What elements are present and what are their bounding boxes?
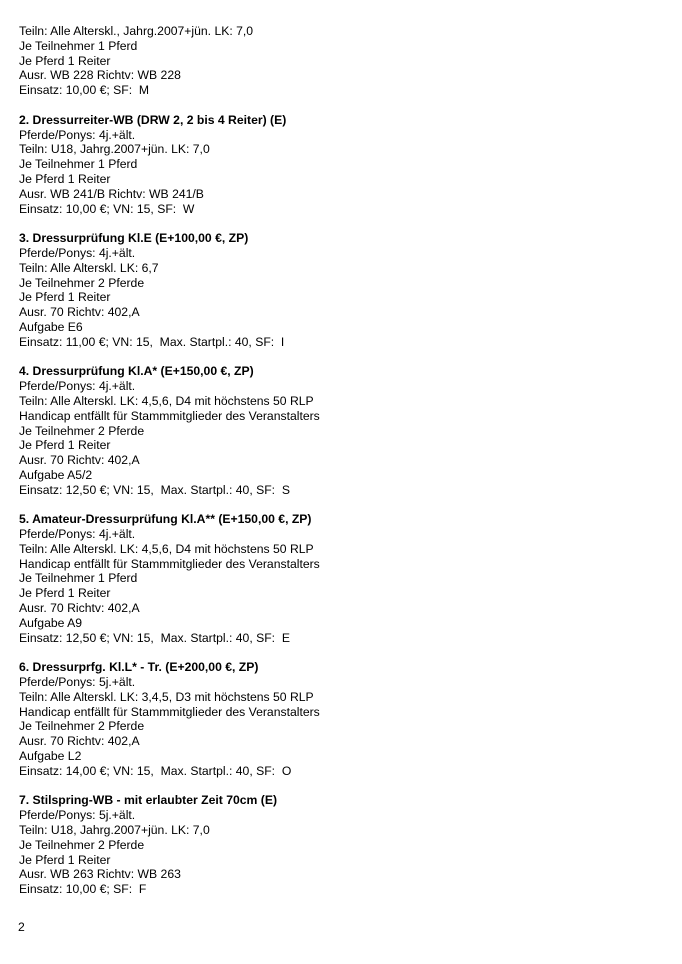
competition-line: Je Teilnehmer 2 Pferde	[19, 275, 145, 290]
competition-line: Handicap entfällt für Stammmitglieder des Veranstalters	[19, 704, 320, 719]
competition-6	[19, 660, 659, 778]
competition-5	[19, 512, 659, 645]
competition-3	[19, 231, 659, 349]
intro-line: Teiln: Alle Alterskl., Jahrg.2007+jün. LK: 7,0	[19, 24, 254, 38]
competition-2	[19, 113, 659, 217]
competition-line: Ausr. WB 263 Richtv: WB 263	[19, 867, 181, 882]
competition-line: Teiln: U18, Jahrg.2007+jün. LK: 7,0	[19, 142, 210, 157]
competition-line: Je Teilnehmer 2 Pferde	[19, 719, 145, 734]
intro-line: Je Pferd 1 Reiter	[19, 53, 111, 68]
competition-line: Pferde/Ponys: 4j.+ält.	[19, 127, 136, 142]
competition-line: Einsatz: 10,00 €; SF: F	[19, 882, 147, 897]
competition-line: Aufgabe A5/2	[19, 467, 93, 482]
competition-line: Aufgabe A9	[19, 615, 83, 630]
competition-line: Ausr. 70 Richtv: 402,A	[19, 601, 140, 616]
competition-line: Je Teilnehmer 2 Pferde	[19, 837, 145, 852]
competition-line: Pferde/Ponys: 5j.+ält.	[19, 675, 136, 690]
competition-title: 4. Dressurprüfung Kl.A* (E+150,00 €, ZP)	[19, 364, 254, 379]
competition-line: Ausr. 70 Richtv: 402,A	[19, 734, 140, 749]
competition-4	[19, 364, 659, 497]
competition-line: Teiln: Alle Alterskl. LK: 3,4,5, D3 mit höchstens 50 RLP	[19, 689, 314, 704]
intro-line: Einsatz: 10,00 €; SF: M	[19, 83, 150, 98]
competition-line: Teiln: Alle Alterskl. LK: 4,5,6, D4 mit höchstens 50 RLP	[19, 393, 314, 408]
competition-line: Einsatz: 12,50 €; VN: 15, Max. Startpl.: 40, SF: S	[19, 482, 290, 497]
competition-line: Pferde/Ponys: 4j.+ält.	[19, 379, 136, 394]
competition-line: Aufgabe E6	[19, 319, 83, 334]
competition-line: Handicap entfällt für Stammmitglieder des Veranstalters	[19, 556, 320, 571]
document-page	[19, 24, 659, 912]
page-number: 2	[18, 920, 25, 934]
competition-line: Pferde/Ponys: 5j.+ält.	[19, 808, 136, 823]
competition-line: Teiln: Alle Alterskl. LK: 4,5,6, D4 mit höchstens 50 RLP	[19, 541, 314, 556]
competition-title: 7. Stilspring-WB - mit erlaubter Zeit 70cm (E)	[19, 793, 278, 808]
competition-line: Je Pferd 1 Reiter	[19, 586, 111, 601]
competition-line: Ausr. 70 Richtv: 402,A	[19, 453, 140, 468]
competition-title: 2. Dressurreiter-WB (DRW 2, 2 bis 4 Reiter) (E)	[19, 112, 287, 127]
competition-line: Teiln: Alle Alterskl. LK: 6,7	[19, 260, 159, 275]
competition-title: 6. Dressurprfg. Kl.L* - Tr. (E+200,00 €, ZP)	[19, 660, 259, 675]
competition-line: Pferde/Ponys: 4j.+ält.	[19, 245, 136, 260]
competition-line: Ausr. WB 241/B Richtv: WB 241/B	[19, 186, 204, 201]
competition-line: Einsatz: 10,00 €; VN: 15, SF: W	[19, 201, 195, 216]
competition-line: Pferde/Ponys: 4j.+ält.	[19, 527, 136, 542]
competition-line: Je Teilnehmer 1 Pferd	[19, 157, 138, 172]
intro-line: Ausr. WB 228 Richtv: WB 228	[19, 68, 181, 83]
competition-line: Einsatz: 11,00 €; VN: 15, Max. Startpl.: 40, SF: I	[19, 334, 285, 349]
competition-line: Teiln: U18, Jahrg.2007+jün. LK: 7,0	[19, 823, 210, 838]
competition-line: Je Teilnehmer 2 Pferde	[19, 423, 145, 438]
competition-line: Einsatz: 12,50 €; VN: 15, Max. Startpl.: 40, SF: E	[19, 630, 290, 645]
competition-title: 5. Amateur-Dressurprüfung Kl.A** (E+150,00 €, ZP)	[19, 512, 312, 527]
competition-line: Ausr. 70 Richtv: 402,A	[19, 305, 140, 320]
competition-7	[19, 793, 659, 897]
competition-line: Je Teilnehmer 1 Pferd	[19, 571, 138, 586]
competition-line: Je Pferd 1 Reiter	[19, 852, 111, 867]
intro-line: Je Teilnehmer 1 Pferd	[19, 38, 138, 53]
competition-line: Aufgabe L2	[19, 749, 82, 764]
intro-block	[19, 24, 659, 98]
competition-title: 3. Dressurprüfung Kl.E (E+100,00 €, ZP)	[19, 231, 249, 246]
competition-line: Einsatz: 14,00 €; VN: 15, Max. Startpl.: 40, SF: O	[19, 763, 292, 778]
competition-line: Je Pferd 1 Reiter	[19, 171, 111, 186]
competition-line: Je Pferd 1 Reiter	[19, 290, 111, 305]
competition-line: Je Pferd 1 Reiter	[19, 438, 111, 453]
competition-line: Handicap entfällt für Stammmitglieder des Veranstalters	[19, 408, 320, 423]
